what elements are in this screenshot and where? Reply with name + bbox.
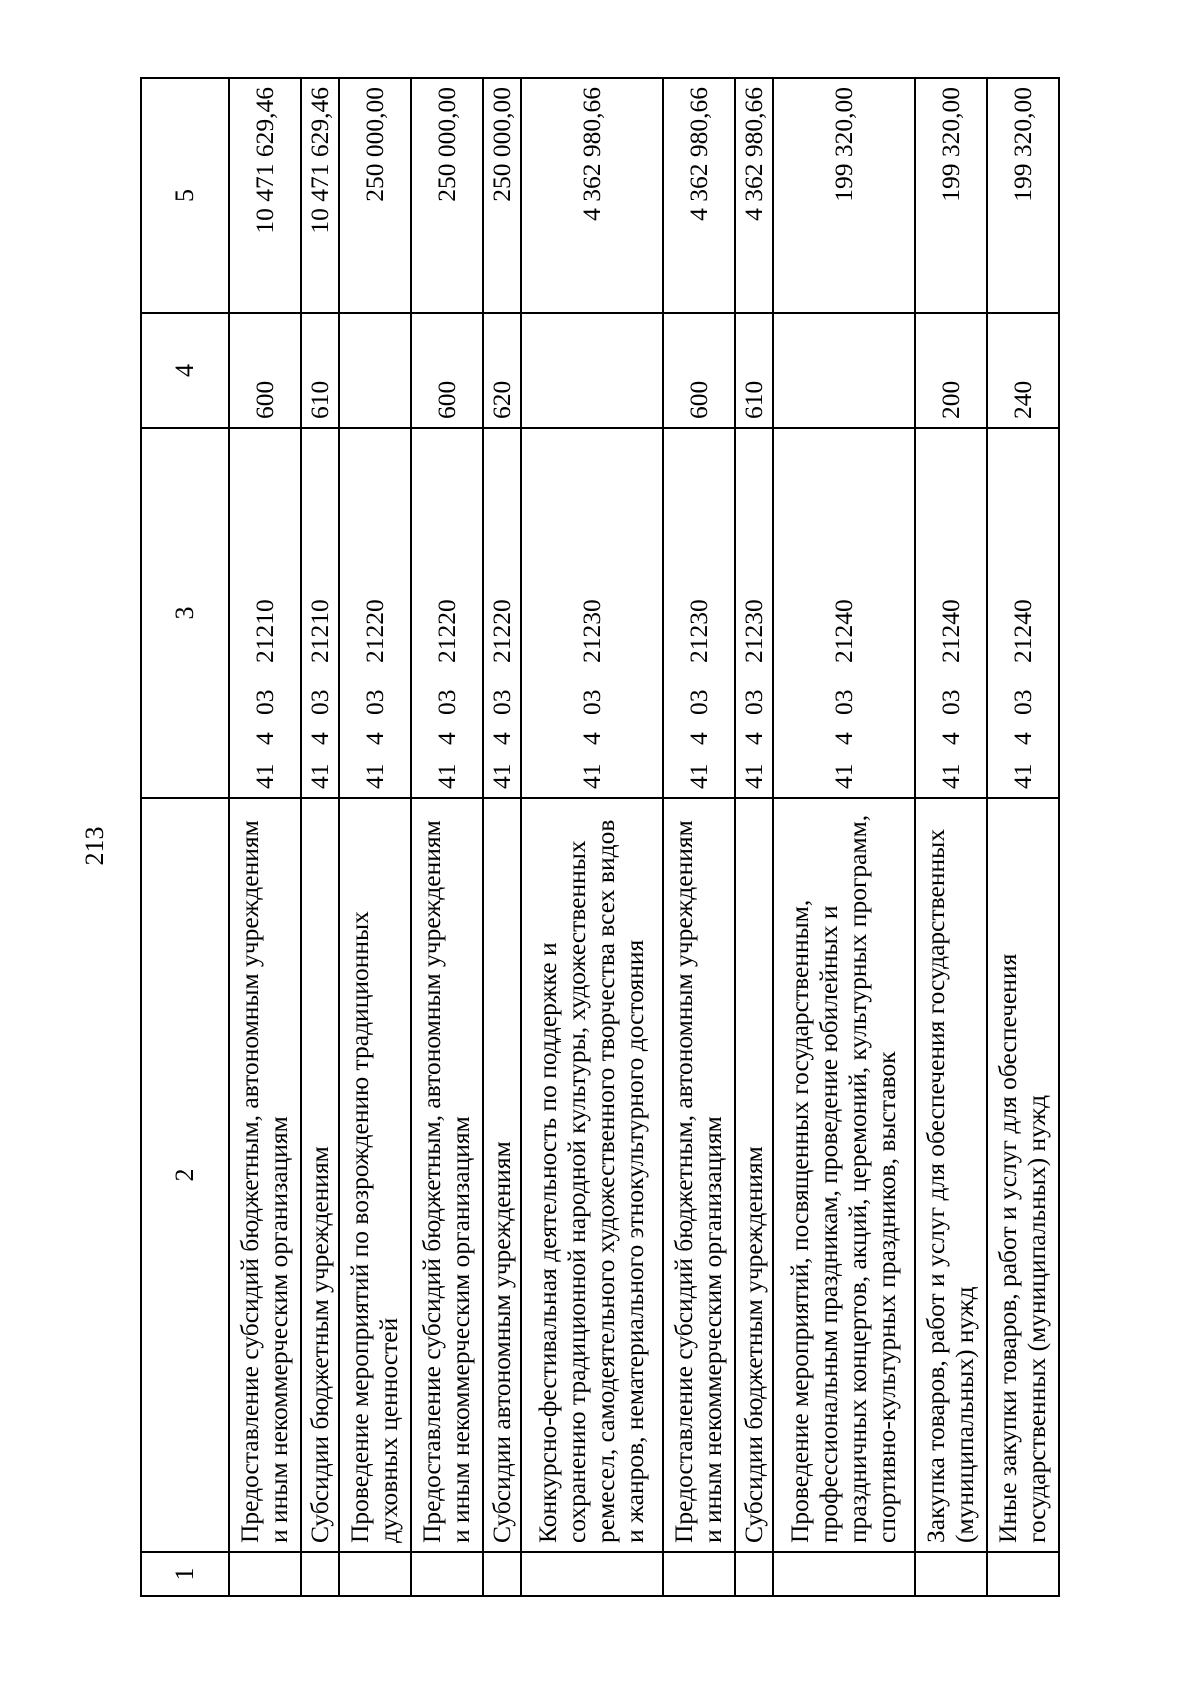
row-number-cell	[483, 1552, 521, 1596]
row-code-cell	[663, 428, 735, 798]
classification-code	[830, 437, 859, 789]
code-part-3: 03	[431, 689, 461, 715]
row-name-cell: Конкурсно-фестивальная деятельность по поддержке и сохранению традиционной народной культуры, художественных ремесел, самодеятельного художественного творчества всех видов и жанров, нематериального этнокультурного достояния	[521, 798, 663, 1552]
row-number-cell	[301, 1552, 339, 1596]
code-part-2: 4	[431, 732, 461, 745]
code-part-2: 4	[486, 732, 516, 745]
row-type-cell	[521, 313, 663, 428]
code-part-2: 4	[738, 732, 768, 745]
budget-table-body	[141, 78, 1059, 1596]
row-code-cell	[521, 428, 663, 798]
code-part-1: 41	[1007, 763, 1037, 789]
row-number-cell	[735, 1552, 773, 1596]
header-col-1: 1	[141, 1552, 229, 1596]
code-part-4: 21220	[431, 599, 461, 663]
table-row	[987, 78, 1059, 1596]
row-code-cell	[229, 428, 301, 798]
row-name-cell: Субсидии бюджетным учреждениям	[735, 798, 773, 1552]
classification-code	[578, 437, 607, 789]
code-part-1: 41	[249, 763, 279, 789]
row-type-cell	[339, 313, 411, 428]
row-amount-cell: 4 362 980,66	[521, 78, 663, 313]
budget-table	[140, 77, 1060, 1597]
code-part-1: 41	[828, 763, 858, 789]
table-row	[411, 78, 483, 1596]
code-part-3: 03	[935, 689, 965, 715]
row-name-cell: Субсидии бюджетным учреждениям	[301, 798, 339, 1552]
row-type-cell	[773, 313, 915, 428]
code-part-2: 4	[935, 732, 965, 745]
row-type-cell: 600	[411, 313, 483, 428]
row-name-cell: Проведение мероприятий, посвященных государственным, профессиональным праздникам, проведение юбилейных и праздничных концертов, акций, церемоний, культурных программ, спортивно-культурных праздников, выставок	[773, 798, 915, 1552]
table-row	[301, 78, 339, 1596]
row-amount-cell: 4 362 980,66	[663, 78, 735, 313]
classification-code	[361, 437, 390, 789]
row-type-cell: 200	[915, 313, 987, 428]
row-type-cell: 600	[663, 313, 735, 428]
code-part-3: 03	[738, 689, 768, 715]
row-type-cell: 610	[301, 313, 339, 428]
table-row	[773, 78, 915, 1596]
row-amount-cell: 10 471 629,46	[229, 78, 301, 313]
row-number-cell	[663, 1552, 735, 1596]
row-code-cell	[773, 428, 915, 798]
row-number-cell	[521, 1552, 663, 1596]
row-code-cell	[301, 428, 339, 798]
classification-code	[251, 437, 280, 789]
page-number: 213	[80, 826, 109, 866]
row-name-cell: Предоставление субсидий бюджетным, автономным учреждениям и иным некоммерческим организациям	[663, 798, 735, 1552]
code-part-4: 21220	[359, 599, 389, 663]
code-part-1: 41	[486, 763, 516, 789]
header-col-5: 5	[141, 78, 229, 313]
row-number-cell	[987, 1552, 1059, 1596]
row-number-cell	[411, 1552, 483, 1596]
table-row	[521, 78, 663, 1596]
row-amount-cell: 250 000,00	[411, 78, 483, 313]
row-number-cell	[915, 1552, 987, 1596]
rotated-table-container	[140, 77, 1060, 1597]
header-col-3: 3	[141, 428, 229, 798]
classification-code	[685, 437, 714, 789]
row-amount-cell: 10 471 629,46	[301, 78, 339, 313]
row-amount-cell: 4 362 980,66	[735, 78, 773, 313]
code-part-1: 41	[359, 763, 389, 789]
row-name-cell: Субсидии автономным учреждениям	[483, 798, 521, 1552]
code-part-2: 4	[304, 732, 334, 745]
code-part-4: 21230	[683, 599, 713, 663]
row-code-cell	[483, 428, 521, 798]
header-col-2: 2	[141, 798, 229, 1552]
code-part-3: 03	[304, 689, 334, 715]
code-part-3: 03	[486, 689, 516, 715]
row-type-cell: 600	[229, 313, 301, 428]
code-part-1: 41	[304, 763, 334, 789]
code-part-3: 03	[683, 689, 713, 715]
classification-code	[488, 437, 517, 789]
code-part-1: 41	[683, 763, 713, 789]
row-amount-cell: 250 000,00	[339, 78, 411, 313]
code-part-3: 03	[576, 689, 606, 715]
code-part-3: 03	[249, 689, 279, 715]
code-part-1: 41	[738, 763, 768, 789]
row-name-cell: Проведение мероприятий по возрождению традиционных духовных ценностей	[339, 798, 411, 1552]
row-type-cell: 620	[483, 313, 521, 428]
row-number-cell	[229, 1552, 301, 1596]
row-code-cell	[339, 428, 411, 798]
header-row	[141, 78, 229, 1596]
table-row	[663, 78, 735, 1596]
classification-code	[740, 437, 769, 789]
table-row	[735, 78, 773, 1596]
code-part-2: 4	[576, 732, 606, 745]
classification-code	[306, 437, 335, 789]
code-part-2: 4	[683, 732, 713, 745]
row-number-cell	[339, 1552, 411, 1596]
code-part-3: 03	[828, 689, 858, 715]
row-code-cell	[987, 428, 1059, 798]
code-part-1: 41	[576, 763, 606, 789]
code-part-4: 21210	[304, 599, 334, 663]
code-part-2: 4	[828, 732, 858, 745]
code-part-4: 21210	[249, 599, 279, 663]
code-part-4: 21230	[576, 599, 606, 663]
row-code-cell	[915, 428, 987, 798]
code-part-3: 03	[1007, 689, 1037, 715]
classification-code	[937, 437, 966, 789]
header-col-4: 4	[141, 313, 229, 428]
row-type-cell: 240	[987, 313, 1059, 428]
table-row	[229, 78, 301, 1596]
code-part-4: 21240	[1007, 599, 1037, 663]
classification-code	[1009, 437, 1038, 789]
row-name-cell: Иные закупки товаров, работ и услуг для обеспечения государственных (муниципальных) нужд	[987, 798, 1059, 1552]
row-name-cell: Закупка товаров, работ и услуг для обеспечения государственных (муниципальных) нужд	[915, 798, 987, 1552]
row-amount-cell: 199 320,00	[773, 78, 915, 313]
table-row	[339, 78, 411, 1596]
code-part-2: 4	[1007, 732, 1037, 745]
code-part-2: 4	[359, 732, 389, 745]
row-amount-cell: 199 320,00	[915, 78, 987, 313]
row-amount-cell: 199 320,00	[987, 78, 1059, 313]
code-part-1: 41	[431, 763, 461, 789]
code-part-3: 03	[359, 689, 389, 715]
code-part-4: 21220	[486, 599, 516, 663]
row-amount-cell: 250 000,00	[483, 78, 521, 313]
row-name-cell: Предоставление субсидий бюджетным, автономным учреждениям и иным некоммерческим организациям	[411, 798, 483, 1552]
code-part-1: 41	[935, 763, 965, 789]
row-code-cell	[735, 428, 773, 798]
table-row	[915, 78, 987, 1596]
row-code-cell	[411, 428, 483, 798]
code-part-4: 21230	[738, 599, 768, 663]
row-number-cell	[773, 1552, 915, 1596]
code-part-2: 4	[249, 732, 279, 745]
classification-code	[433, 437, 462, 789]
row-name-cell: Предоставление субсидий бюджетным, автономным учреждениям и иным некоммерческим организациям	[229, 798, 301, 1552]
code-part-4: 21240	[935, 599, 965, 663]
row-type-cell: 610	[735, 313, 773, 428]
table-row	[483, 78, 521, 1596]
code-part-4: 21240	[828, 599, 858, 663]
